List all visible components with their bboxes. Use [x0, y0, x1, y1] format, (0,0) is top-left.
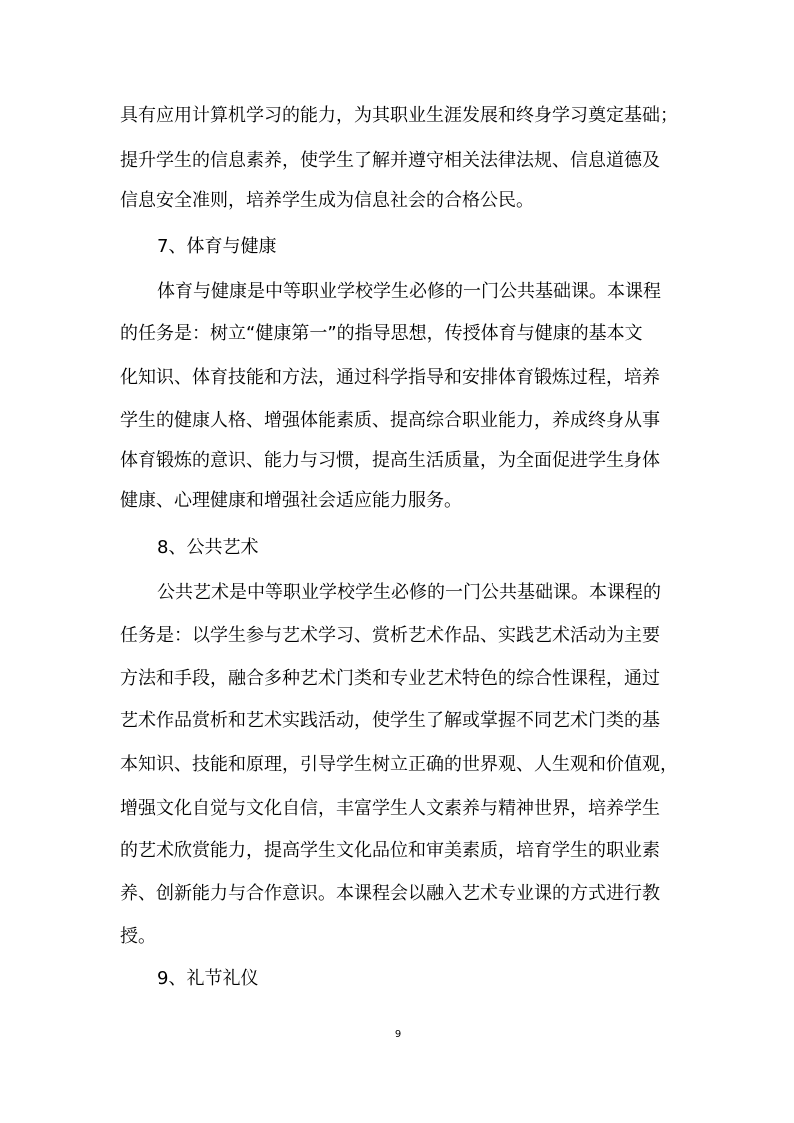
- body-line-2: 提升学生的信息素养，使学生了解并遵守相关法律法规、信息道德及: [120, 150, 660, 171]
- body-line-12: 公共艺术是中等职业学校学生必修的一门公共基础课。本课程的: [157, 582, 661, 603]
- section-heading-9: 9、礼节礼仪: [157, 968, 259, 989]
- body-line-5: 体育与健康是中等职业学校学生必修的一门公共基础课。本课程: [157, 281, 661, 302]
- body-line-18: 的艺术欣赏能力，提高学生文化品位和审美素质，培育学生的职业素: [120, 840, 660, 861]
- body-line-15: 艺术作品赏析和艺术实践活动，使学生了解或掌握不同艺术门类的基: [120, 710, 660, 731]
- body-line-7: 化知识、体育技能和方法，通过科学指导和安排体育锻炼过程，培养: [120, 367, 660, 388]
- body-line-14: 方法和手段，融合多种艺术门类和专业艺术特色的综合性课程，通过: [120, 668, 660, 689]
- body-line-10: 健康、心理健康和增强社会适应能力服务。: [120, 490, 462, 511]
- body-line-20: 授。: [120, 926, 156, 947]
- body-line-16: 本知识、技能和原理，引导学生树立正确的世界观、人生观和价值观，: [120, 754, 678, 775]
- body-line-6: 的任务是：树立“健康第一”的指导思想，传授体育与健康的基本文: [120, 323, 643, 344]
- body-line-9: 体育锻炼的意识、能力与习惯，提高生活质量，为全面促进学生身体: [120, 450, 660, 471]
- body-line-3: 信息安全准则，培养学生成为信息社会的合格公民。: [120, 190, 534, 211]
- page-number: 9: [394, 1029, 402, 1040]
- body-line-17: 增强文化自觉与文化自信，丰富学生人文素养与精神世界，培养学生: [120, 798, 660, 819]
- body-line-1: 具有应用计算机学习的能力，为其职业生涯发展和终身学习奠定基础；: [120, 105, 678, 126]
- section-heading-8: 8、公共艺术: [157, 537, 259, 558]
- body-line-8: 学生的健康人格、增强体能素质、提高综合职业能力，养成终身从事: [120, 410, 660, 431]
- body-line-19: 养、创新能力与合作意识。本课程会以融入艺术专业课的方式进行教: [120, 883, 660, 904]
- body-line-13: 任务是：以学生参与艺术学习、赏析艺术作品、实践艺术活动为主要: [120, 625, 660, 646]
- section-heading-7: 7、体育与健康: [157, 236, 277, 257]
